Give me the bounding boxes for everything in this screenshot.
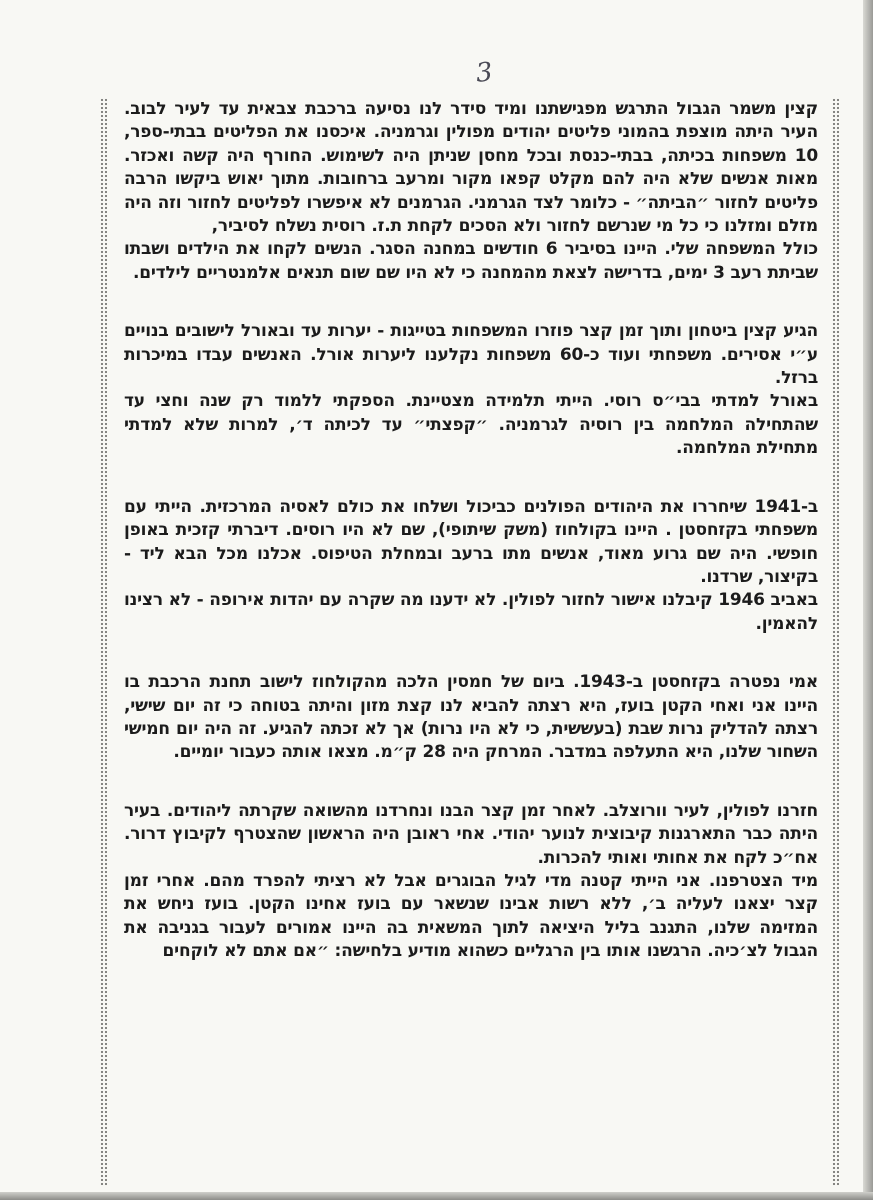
paragraph-gap <box>124 285 818 320</box>
body-text <box>124 98 818 964</box>
paragraph-8: חזרנו לפולין, לעיר וורוצלב. לאחר זמן קצר הבנו ונחרדנו מהשואה שקרתה ליהודים. בעיר היתה כבר התארגנות קיבוצית לנוער יהודי. אחי ראובן היה הראשון שהצטרף לקיבוץ דרור. אח״כ לקח את אחותי ואותי להכרות. <box>124 800 818 868</box>
paragraph-2: כולל המשפחה שלי. היינו בסיביר 6 חודשים במחנה הסגר. הנשים לקחו את הילדים ושבתו שביתת רעב 3 ימים, בדרישה לצאת מהמחנה כי לא היו שם שום תנאים אלמנטריים לילדים. <box>124 239 818 283</box>
paragraph-6: באביב 1946 קיבלנו אישור לחזור לפולין. לא ידענו מה שקרה עם יהדות אירופה - לא רצינו להאמין. <box>124 590 818 634</box>
paragraph-3: הגיע קצין ביטחון ותוך זמן קצר פוזרו המשפחות בטייגות - יערות עד ובאורל לישובים בנויים ע״י אסירים. משפחתי ועוד כ-60 משפחות נקלענו ליערות אורל. האנשים עבדו במיכרות ברזל. <box>124 321 818 389</box>
decorative-border-left <box>100 98 107 1186</box>
page-number: 3 <box>474 57 495 89</box>
paragraph-7: אמי נפטרה בקזחסטן ב-1943. ביום של חמסין הלכה מהקולחוז לישוב תחנת הרכבת בו היינו אני ואחי הקטן בועז, היא רצתה להביא לנו קצת מזון והיתה בטוחה כי זה יום שישי, רצתה להדליק נרות שבת (בעששית, כי לא היו נרות) אך לא זכתה להגיע. זה היה יום חמישי השחור שלנו, היא התעלפה במדבר. המרחק היה 28 ק״מ. מצאו אותה כעבור יומיים. <box>124 672 819 763</box>
scan-edge-shadow-right <box>863 0 873 1200</box>
decorative-border-right <box>832 98 839 1186</box>
paragraph-gap <box>124 461 818 496</box>
paragraph-1: קצין משמר הגבול התרגש מפגישתנו ומיד סידר לנו נסיעה ברכבת צבאית עד לעיר לבוב. העיר היתה מוצפת בהמוני פליטים יהודים מפולין וגרמניה. איכסנו את הפליטים בבתי-ספר, 10 משפחות בכיתה, בבתי-כנסת ובכל מחסן שניתן היה לשימוש. החורף היה קשה ואכזר. מאות אנשים שלא היה להם מקלט קפאו מקור ומרעב ברחובות. מתוך יאוש ביקשו הרבה פליטים לחזור ״הביתה״ - כלומר לצד הגרמני. הגרמנים לא איפשרו לפליטים לחזור וזה היה מזלם ומזלנו כי כל מי שנרשם לחזור ולא הסכים לקחת ת.ז. רוסית נשלח לסיביר, <box>124 99 818 237</box>
paragraph-gap <box>124 765 818 800</box>
paragraph-gap <box>124 636 818 671</box>
scan-edge-shadow-bottom <box>0 1192 873 1200</box>
paragraph-4: באורל למדתי בבי״ס רוסי. הייתי תלמידה מצטיינת. הספקתי ללמוד רק שנה וחצי עד שהתחילה המלחמה בין רוסיה לגרמניה. ״קפצתי״ עד לכיתה ד׳, למרות שלא למדתי מתחילת המלחמה. <box>124 391 818 459</box>
paragraph-9: מיד הצטרפנו. אני הייתי קטנה מדי לגיל הבוגרים אבל לא רציתי להפרד מהם. אחרי זמן קצר יצאנו לעליה ב׳, ללא רשות אבינו שנשאר עם בועז אחינו הקטן. בועז ניחש את המזימה שלנו, התגנב בליל היציאה לתוך המשאית בה היינו אמורים לעבור בגניבה את הגבול לצ׳כיה. הרגשנו אותו בין הרגליים כשהוא מודיע בלחישה: ״אם אתם לא לוקחים <box>124 870 818 962</box>
paragraph-5: ב-1941 שיחררו את היהודים הפולנים כביכול ושלחו את כולם לאסיה המרכזית. הייתי עם משפחתי בקזחסטן . היינו בקולחוז (משק שיתופי), שם לא היו רוסים. דיברתי קזכית באופן חופשי. היה שם גרוע מאוד, אנשים מתו ברעב ובמחלת הטיפוס. אכלנו מכל הבא ליד - בקיצור, שרדנו. <box>124 496 818 587</box>
